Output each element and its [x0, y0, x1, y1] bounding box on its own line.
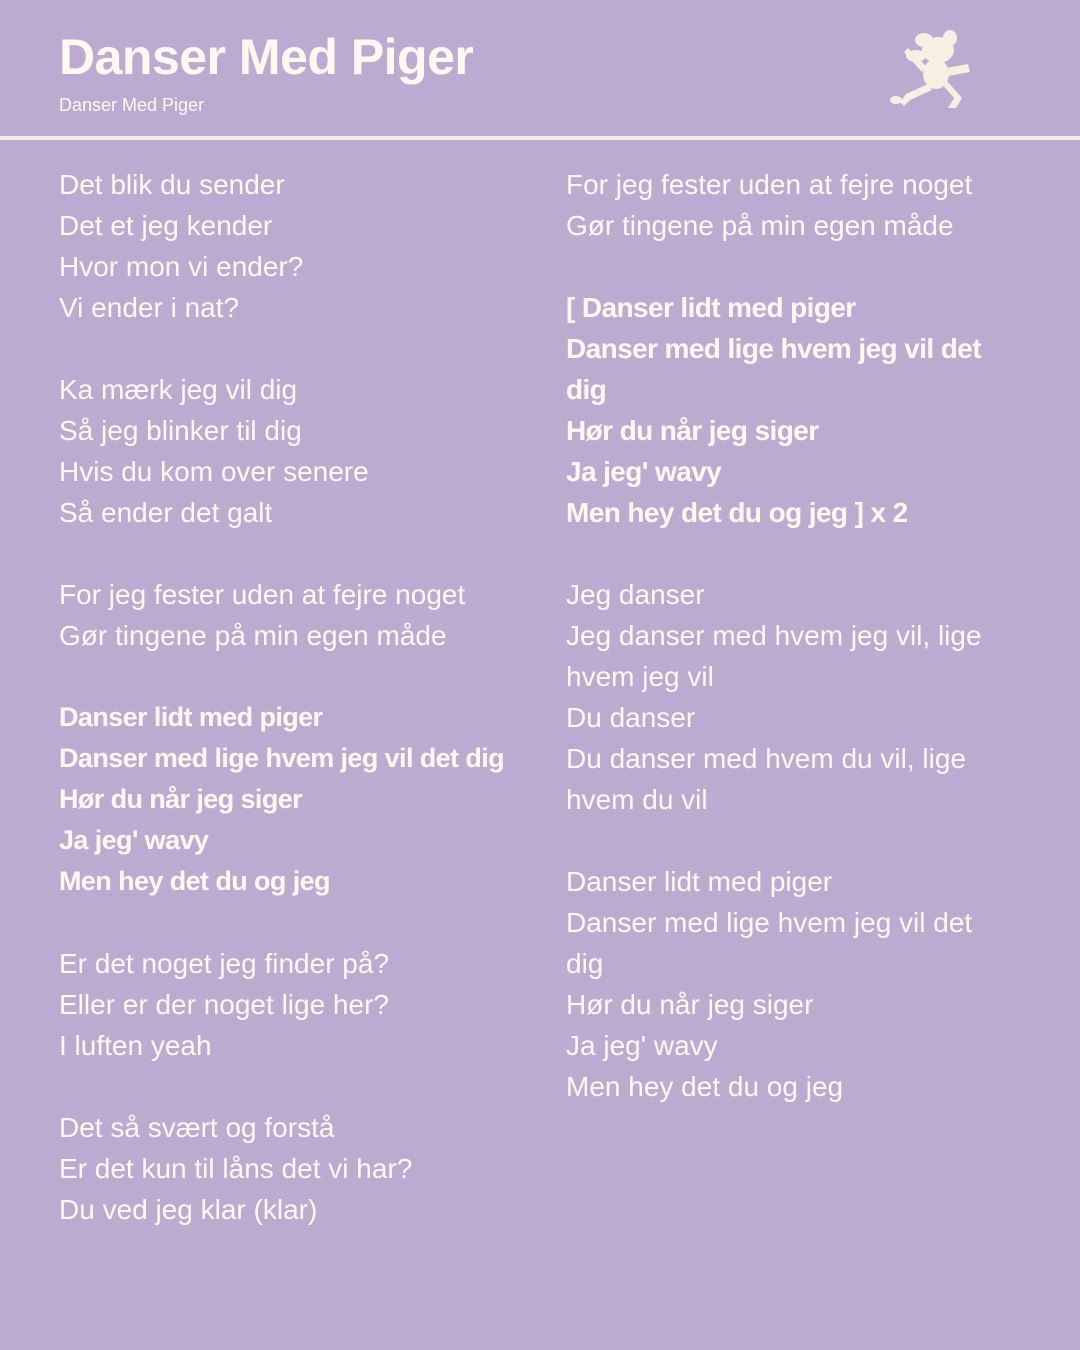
chorus-line: Hør du når jeg siger [566, 415, 819, 446]
stanza [59, 1107, 549, 1230]
stanza [566, 861, 1016, 1107]
lyric-line: Så ender det galt [59, 497, 273, 528]
lyric-line: Danser lidt med piger [566, 866, 833, 897]
stanza [59, 574, 549, 656]
stanza [59, 697, 549, 902]
chorus-line: Ja jeg' wavy [59, 825, 209, 855]
chorus-line: Hør du når jeg siger [59, 784, 303, 814]
lyric-line: Gør tingene på min egen måde [59, 620, 447, 651]
stanza-spacer [59, 328, 549, 369]
lyric-line: Det et jeg kender [59, 210, 273, 241]
lyric-line: Er det kun til låns det vi har? [59, 1153, 413, 1184]
stanza-spacer [566, 533, 1016, 574]
lyric-line: Vi ender i nat? [59, 292, 240, 323]
lyric-line: Du danser [566, 702, 696, 733]
stanza [566, 287, 1016, 533]
page-title: Danser Med Piger [59, 29, 474, 85]
lyric-line: Hvor mon vi ender? [59, 251, 304, 282]
lyric-line: Det blik du sender [59, 169, 285, 200]
lyric-line: Du ved jeg klar (klar) [59, 1194, 318, 1225]
stanza-spacer [59, 656, 549, 697]
chorus-line: Danser med lige hvem jeg vil det dig [566, 333, 981, 405]
stanza-spacer [59, 533, 549, 574]
chorus-line: Men hey det du og jeg [59, 866, 330, 896]
lyric-line: For jeg fester uden at fejre noget [59, 579, 466, 610]
stanza [59, 943, 549, 1066]
lyric-line: Hvis du kom over senere [59, 456, 369, 487]
lyric-line: Ka mærk jeg vil dig [59, 374, 298, 405]
lyrics-left-column [59, 164, 549, 1230]
stanza [566, 574, 1016, 820]
stanza-spacer [566, 246, 1016, 287]
header-divider [0, 136, 1080, 140]
lyric-line: Du danser med hvem du vil, lige hvem du vil [566, 743, 966, 815]
lyric-line: Gør tingene på min egen måde [566, 210, 954, 241]
dancing-cartoon-figure-icon [886, 28, 976, 110]
stanza-spacer [59, 902, 549, 943]
lyric-line: Danser med lige hvem jeg vil det dig [566, 907, 973, 979]
lyric-line: Jeg danser [566, 579, 705, 610]
stanza [566, 164, 1016, 246]
lyric-line: Men hey det du og jeg [566, 1071, 844, 1102]
lyric-line: Eller er der noget lige her? [59, 989, 389, 1020]
stanza-spacer [59, 1066, 549, 1107]
lyric-line: I luften yeah [59, 1030, 212, 1061]
chorus-line: Danser lidt med piger [59, 702, 323, 732]
chorus-line: Men hey det du og jeg ] x 2 [566, 497, 908, 528]
stanza-spacer [566, 820, 1016, 861]
lyric-line: Jeg danser med hvem jeg vil, lige hvem jeg vil [566, 620, 982, 692]
chorus-line: Ja jeg' wavy [566, 456, 722, 487]
lyric-line: Så jeg blinker til dig [59, 415, 302, 446]
chorus-line: Danser med lige hvem jeg vil det dig [59, 743, 505, 773]
stanza [59, 164, 549, 328]
header [0, 0, 1080, 137]
lyric-line: Det så svært og forstå [59, 1112, 335, 1143]
lyric-line: Ja jeg' wavy [566, 1030, 718, 1061]
chorus-line: [ Danser lidt med piger [566, 292, 856, 323]
lyric-line: Hør du når jeg siger [566, 989, 814, 1020]
stanza [59, 369, 549, 533]
lyric-line: Er det noget jeg finder på? [59, 948, 390, 979]
lyrics-right-column [566, 164, 1016, 1107]
lyric-line: For jeg fester uden at fejre noget [566, 169, 973, 200]
page-subtitle: Danser Med Piger [59, 95, 205, 115]
